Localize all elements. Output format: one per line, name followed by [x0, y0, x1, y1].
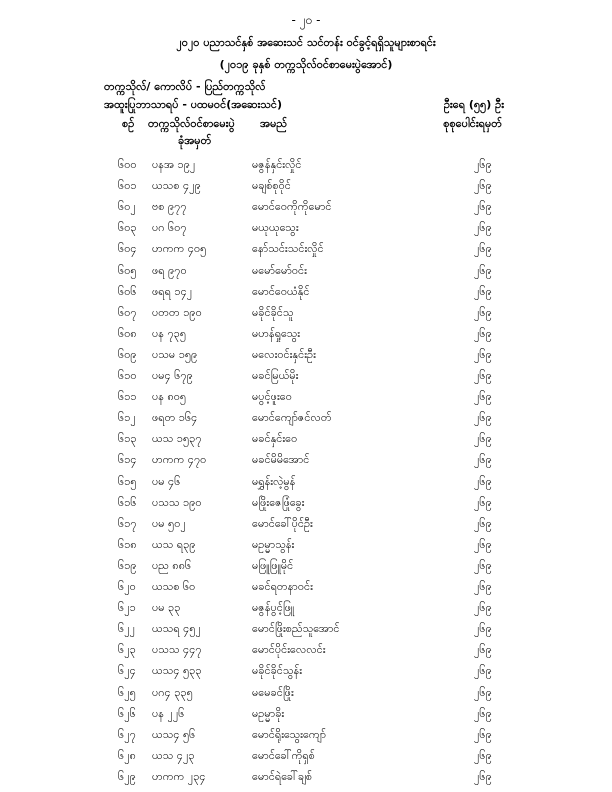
exam-id: ယသစ ၆၀: [152, 580, 196, 593]
total-score: ၂၆၉: [474, 284, 492, 298]
student-name: မရွှန်းလဲ့မွန်: [252, 474, 296, 488]
row-number: ၆၂၇: [118, 727, 136, 741]
student-name: နော်သင်းသင်းလှိုင်: [252, 242, 324, 256]
student-name: မလေးဝင်းနှင်းဦး: [252, 347, 316, 361]
exam-id: ယသ ၄၂၃: [152, 748, 195, 762]
student-name: မခင်မိမိအောင်: [252, 453, 310, 467]
row-number: ၆၀၉: [118, 347, 137, 361]
student-name: မခင်ရတနာဝင်း: [252, 580, 313, 593]
exam-id: ပနအ ၁၉၂: [152, 158, 196, 171]
table-row: [0, 327, 612, 348]
exam-id: ပမ ၅၀၂: [152, 516, 186, 530]
exam-id: ပသမ ၁၅၉: [152, 347, 198, 361]
row-number: ၆၁၉: [118, 558, 137, 572]
total-score: ၂၆၉: [474, 748, 492, 762]
student-name: မခင်နှင်းဝေ: [252, 432, 298, 446]
table-row: [0, 622, 612, 643]
table-row: [0, 664, 612, 685]
exam-id: ဟကက ၄၇၀: [152, 453, 207, 467]
total-score: ၂၆၉: [474, 369, 492, 382]
total-score: ၂၆၉: [474, 411, 492, 425]
exam-id: ပန ၂၂၆: [152, 706, 185, 720]
row-number: ၆၂၄: [118, 664, 136, 678]
student-name: မဖြိုးဇေဖြုံခွေး: [252, 495, 305, 509]
total-score: ၂၆၉: [474, 474, 492, 488]
table-row: [0, 179, 612, 200]
total-score: ၂၆၉: [474, 305, 492, 319]
total-score: ၂၆၉: [474, 558, 492, 572]
table-row: [0, 453, 612, 474]
row-number: ၆၂၁: [118, 601, 136, 615]
student-name: မမေခင်ဖြိုး: [252, 685, 294, 699]
column-header-exam-id-sub: ခုံအမှတ်: [178, 134, 212, 147]
exam-id: ယသ ရ၃၉: [152, 537, 196, 551]
exam-id: ပသသ ၁၉၀: [152, 495, 202, 509]
student-name: မောင်ကျော်ဇင်လတ်: [252, 411, 332, 425]
table-row: [0, 601, 612, 622]
exam-id: ယသ၄ ၅၆: [152, 727, 196, 741]
student-name: မောင်ရဲခေါ်ချစ်: [252, 769, 313, 783]
student-name: မဟန်ရှုသွေး: [252, 326, 301, 340]
student-name: မောင်ခေါ်ကိုရှစ်: [252, 748, 315, 762]
headcount-note: ဦးရေ (၅၅) ဦး: [443, 98, 504, 111]
exam-id: ဖရတ ၁၆၄: [152, 411, 198, 425]
student-name: မောင်ရိုးသွေးကျော်: [252, 727, 326, 741]
total-score: ၂၆၉: [474, 706, 492, 720]
exam-id: ပည ၈၈၆: [152, 558, 192, 572]
exam-id: ယသ၄ ၅၃၃: [152, 664, 202, 678]
table-row: [0, 348, 612, 369]
document-title: ၂၀၂၀ ပညာသင်နှစ် အဆေးသင် သင်တန်း ဝင်ခွင့်ရရှိသူများစာရင်း: [176, 36, 436, 49]
row-number: ၆၀၄: [118, 242, 137, 256]
student-name: မဥမ္မာသွန်း: [252, 537, 295, 551]
total-score: ၂၆၉: [474, 242, 492, 256]
total-score: ၂၆၉: [474, 432, 492, 446]
row-number: ၆၂၃: [118, 643, 136, 657]
table-row: [0, 306, 612, 327]
table-row: [0, 559, 612, 580]
table-row: [0, 432, 612, 453]
total-score: ၂၆၉: [474, 727, 492, 741]
row-number: ၆၀၅: [118, 263, 137, 277]
student-name: မခင်မြယ်မိုး: [252, 369, 299, 382]
exam-id: ပသသ ၄၄၇: [152, 643, 202, 657]
total-score: ၂၆၉: [474, 326, 492, 340]
exam-id: ပဂ၄ ၃၃၅: [152, 685, 193, 699]
student-name: မဇွန်ပွင့်ဖြူ: [252, 601, 295, 615]
exam-id: ယသစ ၄၂၉: [152, 179, 201, 193]
student-name: မချစ်စုဝိုင်: [252, 179, 291, 193]
table-row: [0, 411, 612, 432]
total-score: ၂၆၉: [474, 643, 492, 657]
table-row: [0, 707, 612, 728]
row-number: ၆၂၀: [118, 580, 136, 593]
total-score: ၂၆၉: [474, 158, 492, 171]
total-score: ၂၆၉: [474, 537, 492, 551]
exam-id: ပဂ ၆၀၇: [152, 221, 187, 235]
table-row: [0, 538, 612, 559]
exam-id: ဟကက ၄၀၅: [152, 242, 207, 256]
total-score: ၂၆၉: [474, 516, 492, 530]
page-number: - ၂၀ -: [291, 13, 321, 27]
exam-id: ယသရ ၄၅၂: [152, 622, 201, 636]
exam-id: ဟကက ၂၃၄: [152, 769, 206, 783]
student-name: မဖြူဖြူမိုင်: [252, 558, 294, 572]
total-score: ၂၆၉: [474, 664, 492, 678]
total-score: ၂၆၉: [474, 580, 492, 593]
table-row: [0, 770, 612, 791]
row-number: ၆၂၂: [118, 622, 135, 636]
row-number: ၆၂၆: [118, 706, 136, 720]
total-score: ၂၆၉: [474, 390, 492, 404]
exam-id: ယသ ၁၅၃၇: [152, 432, 202, 446]
student-name: မခိုင်ခိုင်သူ: [252, 305, 294, 319]
table-row: [0, 200, 612, 221]
total-score: ၂၆၉: [474, 221, 492, 235]
total-score: ၂၆၉: [474, 179, 492, 193]
student-name: မောင်ဖြိုးစည်သူအောင်: [252, 622, 340, 636]
table-row: [0, 749, 612, 770]
exam-id: ဖရရ ၁၄၂: [152, 284, 193, 298]
total-score: ၂၆၉: [474, 347, 492, 361]
table-row: [0, 517, 612, 538]
row-number: ၆၁၃: [118, 432, 137, 446]
student-name: မဥမ္မာခိုး: [252, 706, 285, 720]
table-row: [0, 580, 612, 601]
row-number: ၆၀၆: [118, 284, 137, 298]
exam-id: ပမ ၃၃: [152, 601, 181, 615]
row-number: ၆၁၁: [118, 390, 137, 404]
exam-id: ပမ ၄၆: [152, 474, 181, 488]
table-row: [0, 728, 612, 749]
column-header-score: စုစုပေါင်းရမှတ်: [443, 117, 502, 130]
column-header-exam-id: တက္ကသိုလ်ဝင်စာမေးပွဲ: [148, 117, 235, 130]
student-name: မောင်ပိုင်းလေလင်း: [252, 643, 326, 657]
table-row: [0, 496, 612, 517]
total-score: ၂၆၉: [474, 769, 492, 783]
row-number: ၆၁၆: [118, 495, 137, 509]
exam-id: ဖရ ၉၇၀: [152, 263, 187, 277]
row-number: ၆၁၇: [118, 516, 137, 530]
student-name: မခိုင်ခိုင်သွန်း: [252, 664, 302, 678]
student-name: မဇွန်နှင်းလှိုင်: [252, 158, 302, 171]
row-number: ၆၁၈: [118, 537, 137, 551]
column-header-name: အမည်: [260, 117, 288, 130]
table-row: [0, 369, 612, 390]
row-number: ၆၀၇: [118, 305, 137, 319]
row-number: ၆၂၅: [118, 685, 136, 699]
row-number: ၆၀၃: [118, 221, 137, 235]
total-score: ၂၆၉: [474, 622, 492, 636]
table-row: [0, 221, 612, 242]
major-heading: အထူးပြုဘာသာရပ် - ပထမဝင်(အဆေးသင်): [104, 98, 283, 111]
table-row: [0, 686, 612, 707]
total-score: ၂၆၉: [474, 453, 492, 467]
table-row: [0, 475, 612, 496]
row-number: ၆၁၅: [118, 474, 137, 488]
exam-id: ပတတ ၁၉၀: [152, 305, 202, 319]
university-heading: တက္ကသိုလ်/ ကောလိပ် - ပြည်တက္ကသိုလ်: [104, 80, 266, 93]
table-row: [0, 158, 612, 179]
column-header-no: စဉ်: [122, 117, 135, 130]
total-score: ၂၆၉: [474, 200, 492, 214]
table-row: [0, 390, 612, 411]
exam-id: ပန ၈၀၅: [152, 390, 187, 404]
table-row: [0, 643, 612, 664]
exam-id: ဗစ ၉၇၇: [152, 200, 187, 214]
row-number: ၆၁၂: [118, 411, 136, 425]
student-name: မောင်ဝေကိုကိုမောင်: [252, 200, 332, 214]
table-row: [0, 264, 612, 285]
student-name: မောင်ခေါ်ပိုင်ဦး: [252, 516, 313, 530]
exam-id: ပန ၇၃၅: [152, 326, 187, 340]
row-number: ၆၁၀: [118, 369, 137, 382]
table-row: [0, 242, 612, 263]
student-name: မယုယုသွေး: [252, 221, 299, 235]
document-subtitle: (၂၀၁၉ ခုနှစ် တက္ကသိုလ်ဝင်စာမေးပွဲအောင်): [219, 58, 393, 71]
table-row: [0, 285, 612, 306]
student-name: မမော်မော်ဝင်း: [252, 263, 307, 277]
row-number: ၆၂၉: [118, 769, 136, 783]
row-number: ၆၀၂: [118, 200, 136, 214]
total-score: ၂၆၉: [474, 495, 492, 509]
exam-id: ပမ၄ ၆၇၉: [152, 369, 193, 382]
student-name: မောင်ဝေယံနိုင်: [252, 284, 310, 298]
row-number: ၆၁၄: [118, 453, 137, 467]
student-name: မပွင့်ဖူးဝေ: [252, 390, 292, 404]
total-score: ၂၆၉: [474, 601, 492, 615]
total-score: ၂၆၉: [474, 685, 492, 699]
row-number: ၆၂၈: [118, 748, 136, 762]
row-number: ၆၀၁: [118, 179, 137, 193]
row-number: ၆၀၈: [118, 326, 137, 340]
row-number: ၆၀၀: [118, 158, 137, 171]
total-score: ၂၆၉: [474, 263, 492, 277]
